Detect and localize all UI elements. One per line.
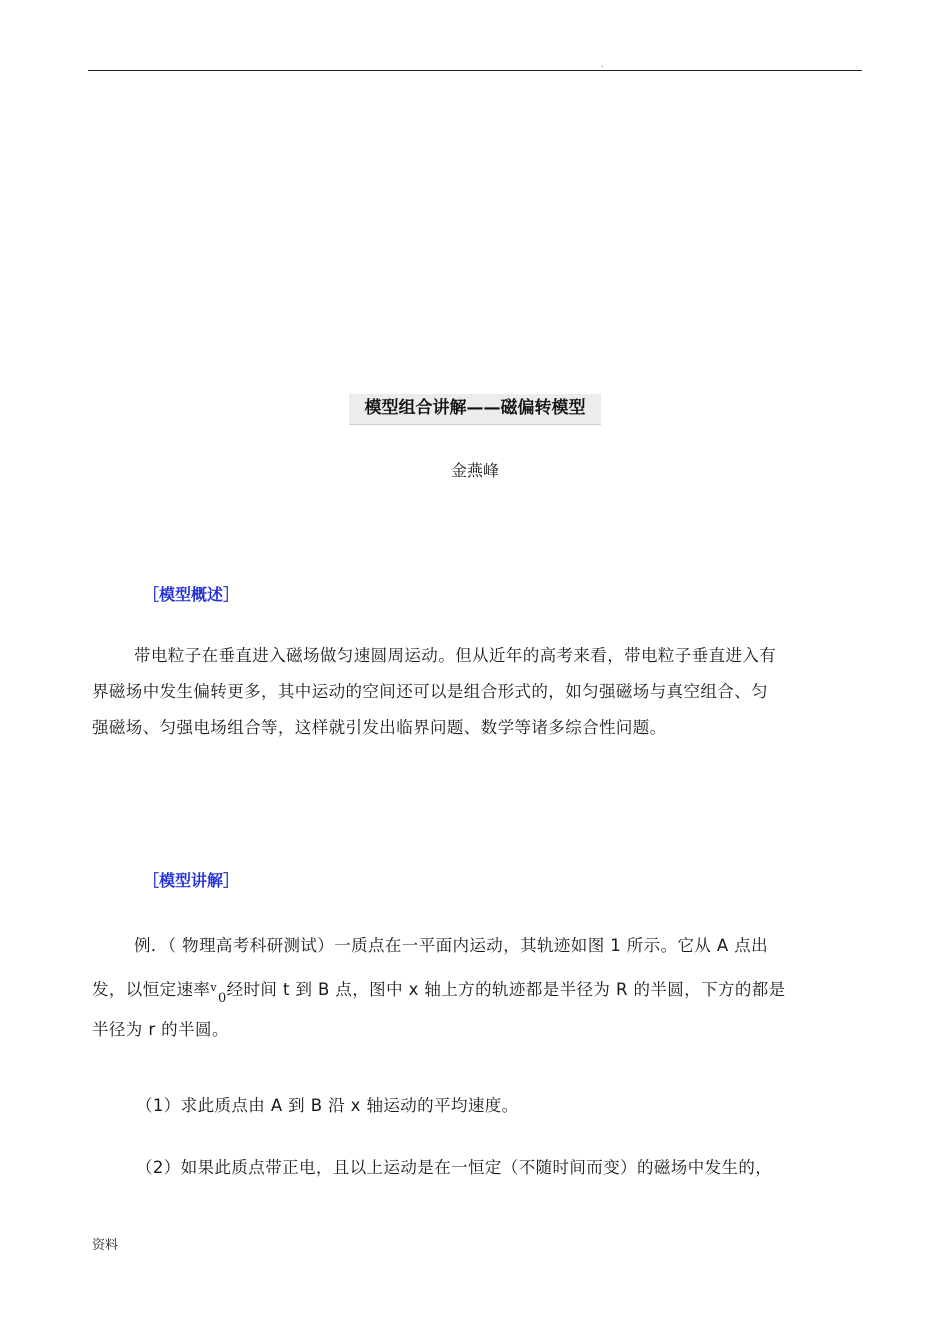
section-heading-overview: ［模型概述］ bbox=[143, 585, 240, 604]
overview-paragraph bbox=[92, 638, 862, 746]
paragraph-line: 界磁场中发生偏转更多，其中运动的空间还可以是组合形式的，如匀强磁场与真空组合、匀 bbox=[92, 682, 768, 701]
paragraph-line: 强磁场、匀强电场组合等，这样就引发出临界问题、数学等诸多综合性问题。 bbox=[92, 718, 667, 737]
example-line: 例．（ 物理高考科研测试）一质点在一平面内运动，其轨迹如图 1 所示。它从 A 点出 bbox=[134, 936, 769, 955]
example-text: 发，以恒定速率 bbox=[92, 980, 211, 999]
section-heading-explanation: ［模型讲解］ bbox=[143, 871, 240, 890]
author-name: 金燕峰 bbox=[450, 461, 499, 480]
question-text: （1）求此质点由 A 到 B 沿 x 轴运动的平均速度。 bbox=[136, 1096, 519, 1115]
footer-label: 资料 bbox=[92, 1238, 119, 1253]
question-1 bbox=[92, 1088, 862, 1124]
question-text: （2）如果此质点带正电，且以上运动是在一恒定（不随时间而变）的磁场中发生的， bbox=[136, 1158, 773, 1177]
paragraph-line: 带电粒子在垂直进入磁场做匀速圆周运动。但从近年的高考来看，带电粒子垂直进入有 bbox=[134, 646, 777, 665]
header-rule bbox=[88, 70, 862, 71]
example-paragraph bbox=[92, 924, 862, 1052]
example-line: 半径为 r 的半圆。 bbox=[92, 1020, 229, 1039]
page-title: 模型组合讲解——磁偏转模型 bbox=[349, 394, 601, 425]
header-mark: . bbox=[601, 60, 604, 69]
velocity-symbol: v bbox=[210, 981, 217, 994]
velocity-subscript: 0 bbox=[217, 991, 227, 1006]
question-2 bbox=[92, 1150, 862, 1186]
example-text: 经时间 t 到 B 点，图中 x 轴上方的轨迹都是半径为 R 的半圆，下方的都是 bbox=[226, 980, 786, 999]
